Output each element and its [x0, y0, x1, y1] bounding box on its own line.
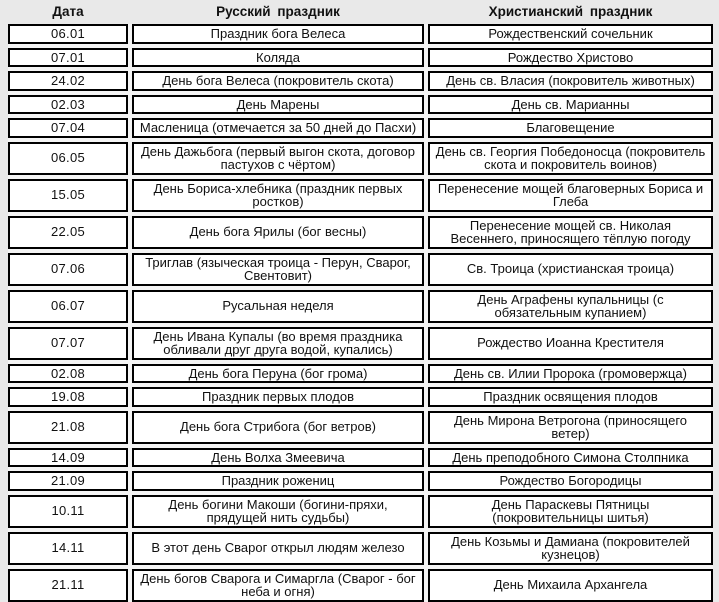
date-cell: 06.01 — [8, 24, 128, 44]
table-header-row — [8, 2, 713, 21]
russian-holiday-cell: Коляда — [132, 48, 424, 68]
date-cell: 07.07 — [8, 327, 128, 360]
russian-holiday-cell: День бога Ярилы (бог весны) — [132, 216, 424, 249]
date-cell: 14.11 — [8, 532, 128, 565]
russian-holiday-cell: Триглав (языческая троица - Перун, Сварог, Свентовит) — [132, 253, 424, 286]
date-cell: 07.01 — [8, 48, 128, 68]
date-cell: 24.02 — [8, 71, 128, 91]
christian-holiday-cell: Рождество Иоанна Крестителя — [428, 327, 713, 360]
holidays-table — [8, 24, 713, 602]
date-cell: 15.05 — [8, 179, 128, 212]
date-cell: 07.04 — [8, 118, 128, 138]
russian-holiday-cell: День Бориса-хлебника (праздник первых ростков) — [132, 179, 424, 212]
christian-holiday-cell: День Михаила Архангела — [428, 569, 713, 602]
date-cell: 21.08 — [8, 411, 128, 444]
russian-holiday-cell: Русальная неделя — [132, 290, 424, 323]
russian-holiday-cell: Праздник рожениц — [132, 471, 424, 491]
christian-holiday-cell: День св. Марианны — [428, 95, 713, 115]
russian-holiday-cell: День Волха Змеевича — [132, 448, 424, 468]
russian-holiday-cell: Масленица (отмечается за 50 дней до Пасхи) — [132, 118, 424, 138]
christian-holiday-cell: День преподобного Симона Столпника — [428, 448, 713, 468]
christian-holiday-cell: День Мирона Ветрогона (приносящего ветер) — [428, 411, 713, 444]
russian-holiday-cell: День Дажьбога (первый выгон скота, договор пастухов с чёртом) — [132, 142, 424, 175]
christian-holiday-cell: День св. Илии Пророка (громовержца) — [428, 364, 713, 384]
russian-holiday-cell: Праздник бога Велеса — [132, 24, 424, 44]
christian-holiday-cell: День св. Власия (покровитель животных) — [428, 71, 713, 91]
date-cell: 21.11 — [8, 569, 128, 602]
column-header-christian-holiday: Христианский праздник — [488, 4, 653, 19]
christian-holiday-cell: День Козьмы и Дамиана (покровителей кузнецов) — [428, 532, 713, 565]
date-cell: 06.07 — [8, 290, 128, 323]
russian-holiday-cell: День Ивана Купалы (во время праздника обливали друг друга водой, купались) — [132, 327, 424, 360]
date-cell: 21.09 — [8, 471, 128, 491]
date-cell: 07.06 — [8, 253, 128, 286]
date-cell: 10.11 — [8, 495, 128, 528]
russian-holiday-cell: Праздник первых плодов — [132, 387, 424, 407]
column-header-date: Дата — [52, 4, 84, 19]
christian-holiday-cell: Перенесение мощей благоверных Бориса и Глеба — [428, 179, 713, 212]
russian-holiday-cell: День богини Макоши (богини-пряхи, прядущей нить судьбы) — [132, 495, 424, 528]
christian-holiday-cell: Праздник освящения плодов — [428, 387, 713, 407]
russian-holiday-cell: День Марены — [132, 95, 424, 115]
christian-holiday-cell: Перенесение мощей св. Николая Весеннего, приносящего тёплую погоду — [428, 216, 713, 249]
russian-holiday-cell: День богов Сварога и Симаргла (Сварог - бог неба и огня) — [132, 569, 424, 602]
column-header-russian-holiday: Русский праздник — [216, 4, 340, 19]
christian-holiday-cell: День св. Георгия Победоносца (покровитель скота и покровитель воинов) — [428, 142, 713, 175]
date-cell: 22.05 — [8, 216, 128, 249]
date-cell: 19.08 — [8, 387, 128, 407]
christian-holiday-cell: Рождество Христово — [428, 48, 713, 68]
russian-holiday-cell: День бога Перуна (бог грома) — [132, 364, 424, 384]
russian-holiday-cell: День бога Велеса (покровитель скота) — [132, 71, 424, 91]
christian-holiday-cell: Св. Троица (христианская троица) — [428, 253, 713, 286]
russian-holiday-cell: В этот день Сварог открыл людям железо — [132, 532, 424, 565]
date-cell: 02.03 — [8, 95, 128, 115]
christian-holiday-cell: Рождественский сочельник — [428, 24, 713, 44]
date-cell: 06.05 — [8, 142, 128, 175]
russian-holiday-cell: День бога Стрибога (бог ветров) — [132, 411, 424, 444]
date-cell: 02.08 — [8, 364, 128, 384]
christian-holiday-cell: Рождество Богородицы — [428, 471, 713, 491]
christian-holiday-cell: Благовещение — [428, 118, 713, 138]
christian-holiday-cell: День Параскевы Пятницы (покровительницы шитья) — [428, 495, 713, 528]
date-cell: 14.09 — [8, 448, 128, 468]
christian-holiday-cell: День Аграфены купальницы (с обязательным купанием) — [428, 290, 713, 323]
